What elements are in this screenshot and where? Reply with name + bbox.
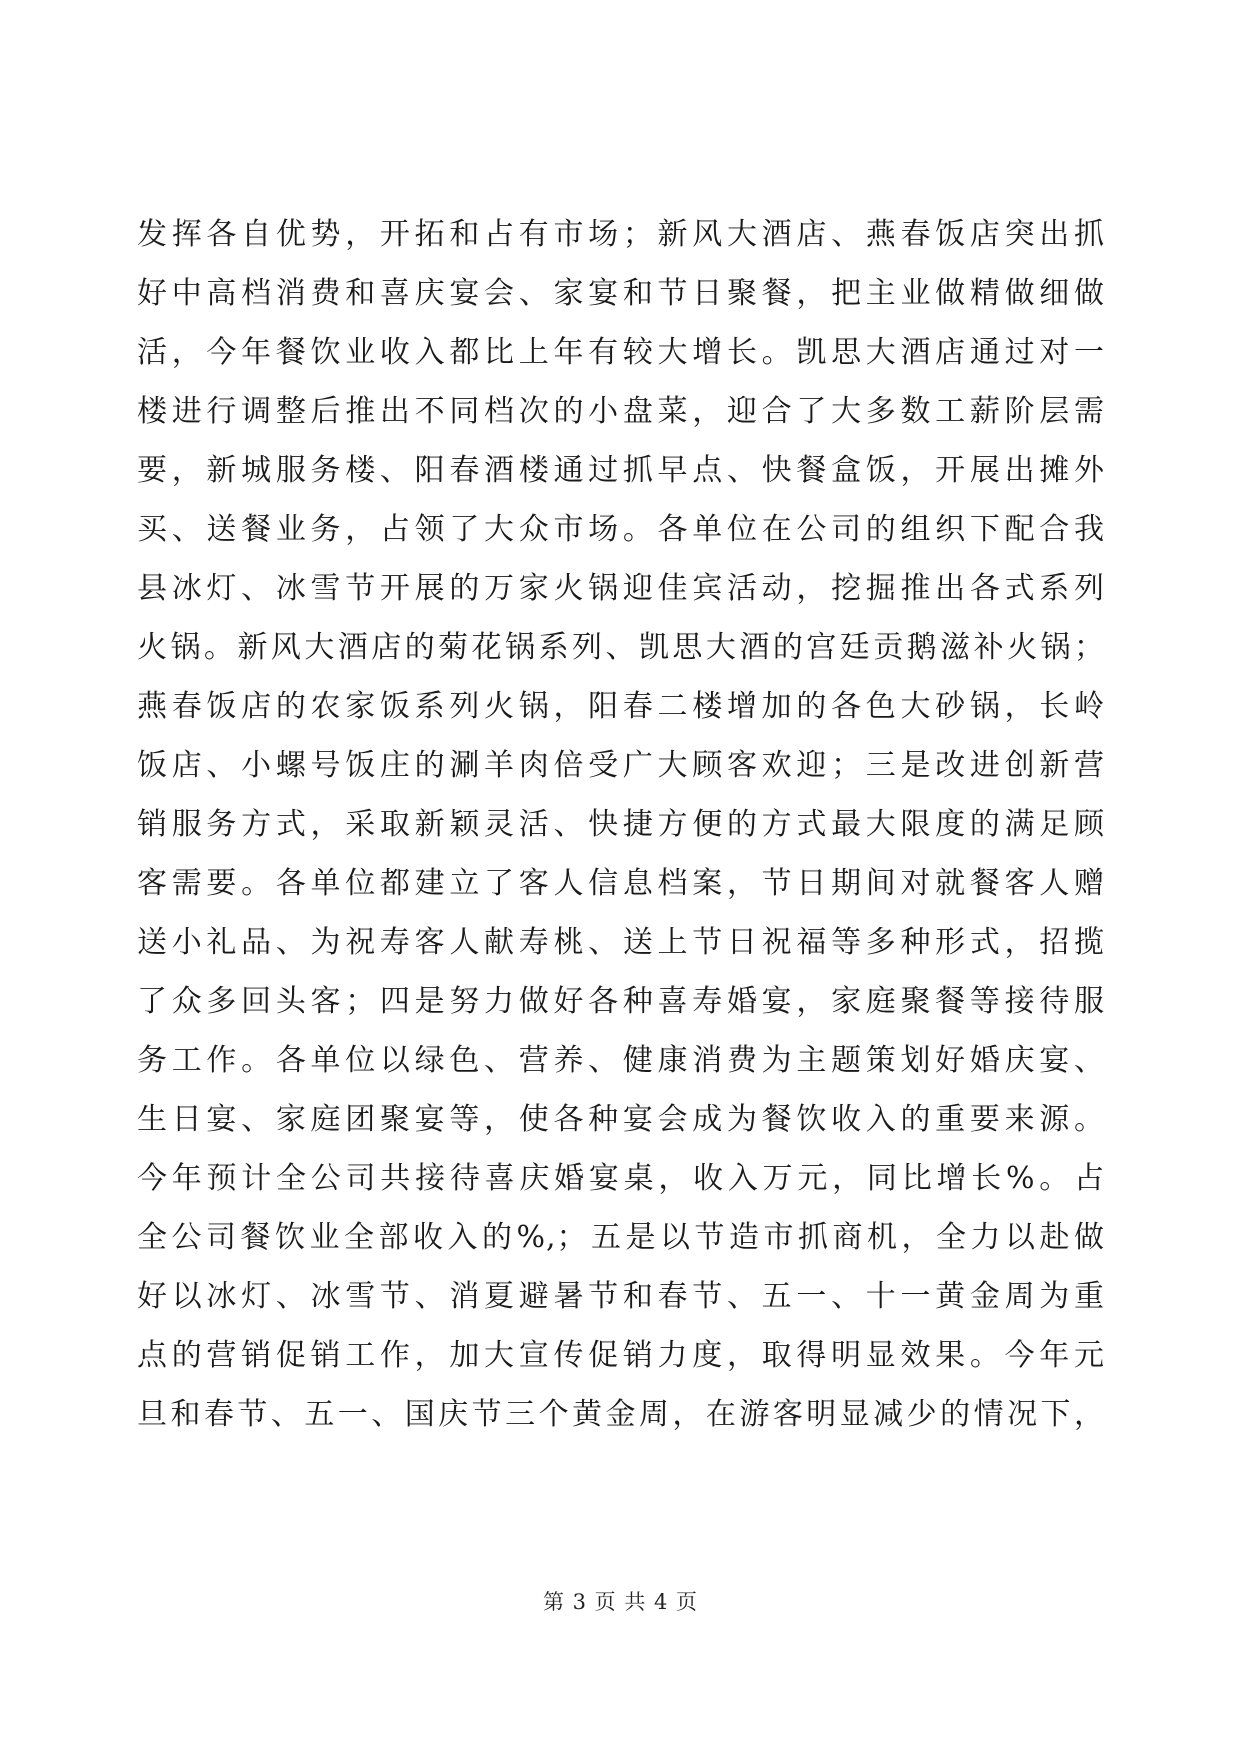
text-line: 饭店、小螺号饭庄的涮羊肉倍受广大顾客欢迎；三是改进创新营 bbox=[137, 748, 1105, 783]
text-line: 楼进行调整后推出不同档次的小盘菜，迎合了大多数工薪阶层需 bbox=[137, 394, 1105, 429]
body-text bbox=[137, 205, 1105, 1444]
text-line: 发挥各自优势，开拓和占有市场；新风大酒店、燕春饭店突出抓 bbox=[137, 217, 1105, 252]
text-line: 活，今年餐饮业收入都比上年有较大增长。凯思大酒店通过对一 bbox=[137, 335, 1105, 370]
text-line: 县冰灯、冰雪节开展的万家火锅迎佳宾活动，挖掘推出各式系列 bbox=[137, 571, 1105, 606]
text-line: 点的营销促销工作，加大宣传促销力度，取得明显效果。今年元 bbox=[137, 1338, 1105, 1373]
text-line: 务工作。各单位以绿色、营养、健康消费为主题策划好婚庆宴、 bbox=[137, 1043, 1105, 1078]
text-line: 燕春饭店的农家饭系列火锅，阳春二楼增加的各色大砂锅，长岭 bbox=[137, 689, 1105, 724]
text-line: 全公司餐饮业全部收入的%,；五是以节造市抓商机，全力以赴做 bbox=[137, 1220, 1105, 1255]
text-line: 生日宴、家庭团聚宴等，使各种宴会成为餐饮收入的重要来源。 bbox=[137, 1102, 1105, 1137]
text-line: 火锅。新风大酒店的菊花锅系列、凯思大酒的宫廷贡鹅滋补火锅； bbox=[137, 630, 1105, 665]
text-line: 要，新城服务楼、阳春酒楼通过抓早点、快餐盒饭，开展出摊外 bbox=[137, 453, 1105, 488]
text-line: 今年预计全公司共接待喜庆婚宴桌，收入万元，同比增长%。占 bbox=[137, 1161, 1105, 1196]
text-line: 客需要。各单位都建立了客人信息档案，节日期间对就餐客人赠 bbox=[137, 866, 1105, 901]
page-number-footer: 第 3 页 共 4 页 bbox=[542, 1590, 699, 1614]
text-line: 销服务方式，采取新颖灵活、快捷方便的方式最大限度的满足顾 bbox=[137, 807, 1105, 842]
text-line: 旦和春节、五一、国庆节三个黄金周，在游客明显减少的情况下， bbox=[137, 1397, 1105, 1432]
text-line: 买、送餐业务，占领了大众市场。各单位在公司的组织下配合我 bbox=[137, 512, 1105, 547]
text-line: 好以冰灯、冰雪节、消夏避暑节和春节、五一、十一黄金周为重 bbox=[137, 1279, 1105, 1314]
text-line: 送小礼品、为祝寿客人献寿桃、送上节日祝福等多种形式，招揽 bbox=[137, 925, 1105, 960]
text-line: 好中高档消费和喜庆宴会、家宴和节日聚餐，把主业做精做细做 bbox=[137, 276, 1105, 311]
text-line: 了众多回头客；四是努力做好各种喜寿婚宴，家庭聚餐等接待服 bbox=[137, 984, 1105, 1019]
